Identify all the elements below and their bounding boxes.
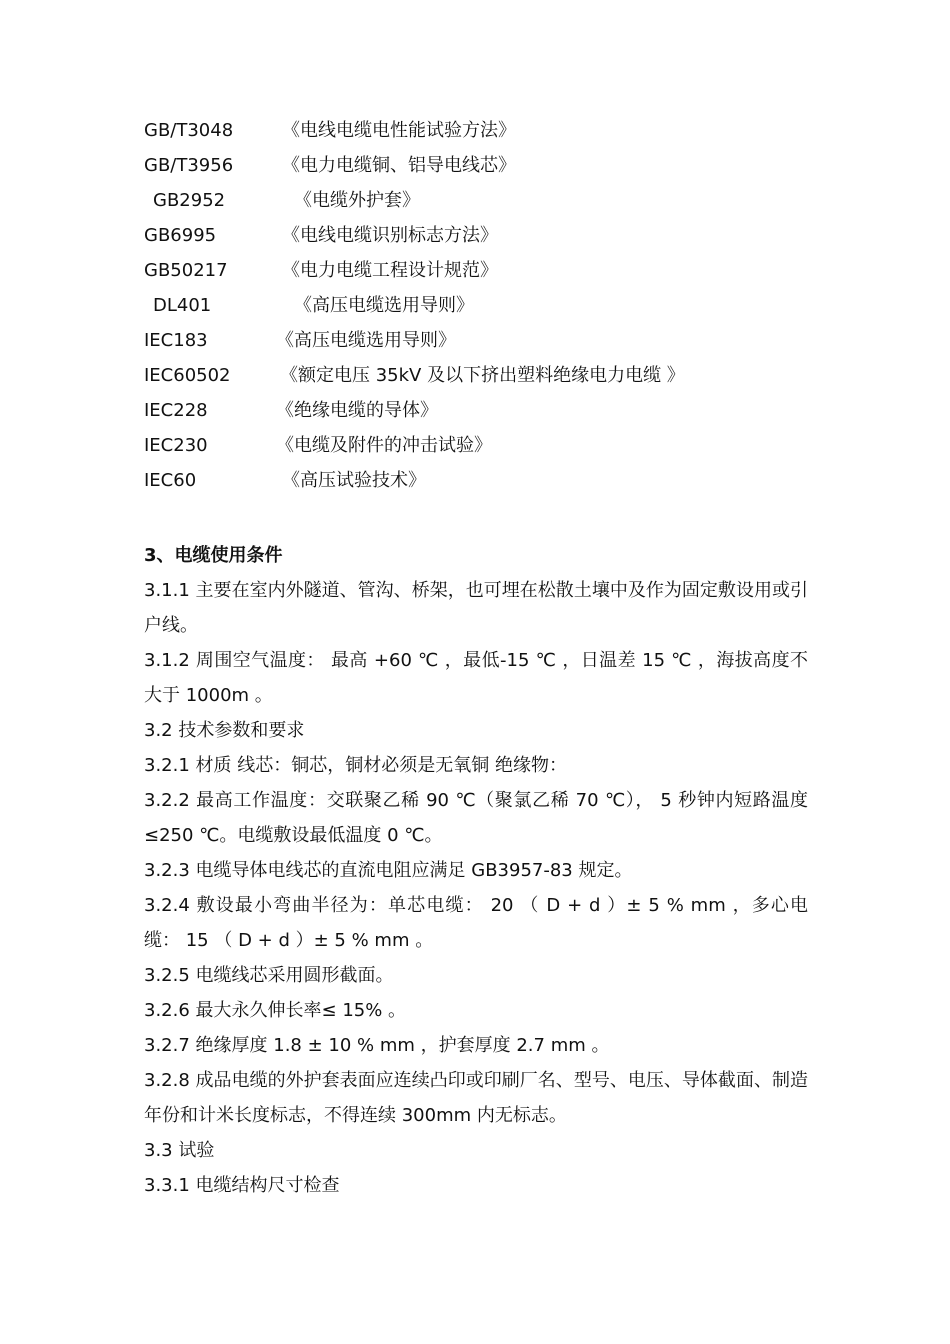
paragraph: 3.3.1 电缆结构尺寸检查 <box>144 1175 340 1196</box>
standard-name: 《电力电缆工程设计规范》 <box>282 260 498 281</box>
standard-name: 《电缆及附件的冲击试验》 <box>276 435 492 456</box>
paragraph: 3.3 试验 <box>144 1140 215 1161</box>
paragraph: 3.2.2 最高工作温度：交联聚乙稀 90 ℃（聚氯乙稀 70 ℃）， 5 秒钟内短路温度≤250 ℃。电缆敷设最低温度 0 ℃。 <box>144 790 808 846</box>
paragraph: 3.2.1 材质 线芯：铜芯，铜材必须是无氧铜 绝缘物： <box>144 755 567 776</box>
standard-name: 《高压电缆选用导则》 <box>276 330 456 351</box>
standard-code: IEC228 <box>144 400 208 421</box>
paragraph: 3.2.6 最大永久伸长率≤ 15% 。 <box>144 1000 407 1021</box>
paragraph: 3.2.3 电缆导体电线芯的直流电阻应满足 GB3957-83 规定。 <box>144 860 633 881</box>
paragraph: 3.1.2 周围空气温度： 最高 +60 ℃ ，最低-15 ℃ ，日温差 15 ℃ ，海拔高度不大于 1000m 。 <box>144 650 808 706</box>
standard-name: 《额定电压 35kV 及以下挤出塑料绝缘电力电缆 》 <box>280 365 685 386</box>
standard-name: 《电力电缆铜、铝导电线芯》 <box>282 155 516 176</box>
section-heading: 3、电缆使用条件 <box>144 545 283 566</box>
section-body <box>144 573 808 1203</box>
standard-name: 《高压试验技术》 <box>282 470 426 491</box>
standard-name: 《电线电缆识别标志方法》 <box>282 225 498 246</box>
paragraph: 3.2.5 电缆线芯采用圆形截面。 <box>144 965 394 986</box>
standard-code: IEC60502 <box>144 365 231 386</box>
standard-code: GB/T3048 <box>144 120 234 141</box>
standard-name: 《高压电缆选用导则》 <box>294 295 474 316</box>
paragraph: 3.2.7 绝缘厚度 1.8 ± 10 % mm ，护套厚度 2.7 mm 。 <box>144 1035 610 1056</box>
standard-code: IEC60 <box>144 470 197 491</box>
standard-name: 《绝缘电缆的导体》 <box>276 400 438 421</box>
standard-name: 《电缆外护套》 <box>294 190 420 211</box>
paragraph: 3.2.4 敷设最小弯曲半径为：单芯电缆： 20 （ D + d ）± 5 % mm ，多心电缆： 15 （ D + d ）± 5 % mm 。 <box>144 895 808 951</box>
paragraph: 3.1.1 主要在室内外隧道、管沟、桥架，也可埋在松散土壤中及作为固定敷设用或引户线。 <box>144 580 808 636</box>
standard-code: GB6995 <box>144 225 217 246</box>
standard-code: GB2952 <box>153 190 226 211</box>
standard-code: DL401 <box>153 295 212 316</box>
paragraph: 3.2.8 成品电缆的外护套表面应连续凸印或印刷厂名、型号、电压、导体截面、制造年份和计米长度标志，不得连续 300mm 内无标志。 <box>144 1070 808 1126</box>
standard-code: GB/T3956 <box>144 155 234 176</box>
standard-name: 《电线电缆电性能试验方法》 <box>282 120 516 141</box>
standard-code: GB50217 <box>144 260 228 281</box>
standard-code: IEC230 <box>144 435 208 456</box>
paragraph: 3.2 技术参数和要求 <box>144 720 305 741</box>
standard-code: IEC183 <box>144 330 208 351</box>
